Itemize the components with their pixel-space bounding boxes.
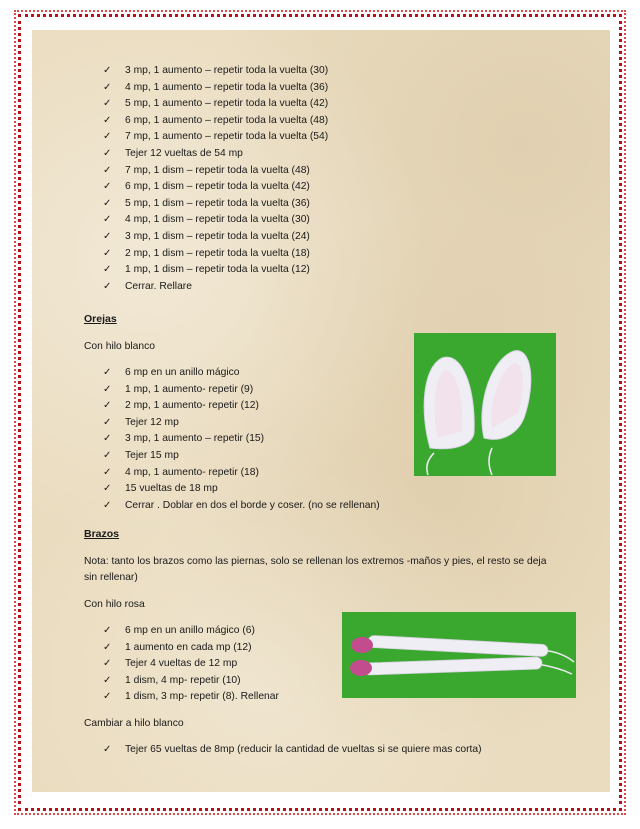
- list-item-text: 1 aumento en cada mp (12): [125, 641, 252, 653]
- list-item: [103, 179, 433, 196]
- list-item-text: 4 mp, 1 aumento- repetir (18): [125, 466, 259, 478]
- list-item: [103, 80, 433, 97]
- list-item-text: 6 mp en un anillo mágico (6): [125, 625, 255, 636]
- list-item-text: Tejer 15 mp: [125, 449, 179, 461]
- list-item-text: 5 mp, 1 aumento – repetir toda la vuelta (42): [125, 98, 329, 110]
- list-item: [103, 689, 333, 706]
- check-mark-icon: ✓: [103, 499, 112, 511]
- check-mark-icon: ✓: [103, 98, 112, 110]
- list-item: [103, 146, 433, 163]
- list-item: [103, 96, 433, 113]
- check-mark-icon: ✓: [103, 383, 112, 395]
- list-item: [103, 365, 413, 382]
- list-item-text: 2 mp, 1 aumento- repetir (12): [125, 400, 259, 412]
- list-item: [103, 448, 413, 465]
- section-heading-orejas: Orejas: [84, 313, 117, 325]
- list-item: [103, 640, 333, 657]
- list-item-text: 1 mp, 1 aumento- repetir (9): [125, 383, 254, 395]
- check-mark-icon: ✓: [103, 625, 112, 636]
- list-item-text: 4 mp, 1 dism – repetir toda la vuelta (30): [125, 214, 310, 226]
- check-mark-icon: ✓: [103, 264, 112, 276]
- ears-photo: [414, 333, 556, 476]
- list-item: [103, 498, 413, 515]
- list-item-text: Cerrar. Rellare: [125, 280, 192, 292]
- list-item-text: 1 mp, 1 dism – repetir toda la vuelta (12): [125, 264, 310, 276]
- orejas-instructions-list: [103, 365, 413, 514]
- list-item: [103, 481, 413, 498]
- list-item: [103, 623, 333, 640]
- check-mark-icon: ✓: [103, 65, 112, 76]
- check-mark-icon: ✓: [103, 147, 112, 159]
- check-mark-icon: ✓: [103, 81, 112, 93]
- brazos-final-list: [103, 742, 523, 759]
- brazos-change-color: Cambiar a hilo blanco: [84, 718, 184, 729]
- list-item: [103, 212, 433, 229]
- check-mark-icon: ✓: [103, 400, 112, 412]
- list-item-text: Tejer 12 mp: [125, 416, 179, 428]
- list-item: [103, 163, 433, 180]
- list-item-text: 3 mp, 1 aumento – repetir toda la vuelta (30): [125, 65, 329, 76]
- check-mark-icon: ✓: [103, 416, 112, 428]
- brazos-intro: Con hilo rosa: [84, 599, 145, 610]
- check-mark-icon: ✓: [103, 658, 112, 670]
- check-mark-icon: ✓: [103, 214, 112, 226]
- list-item: [103, 262, 433, 279]
- list-item-text: 6 mp, 1 aumento – repetir toda la vuelta (48): [125, 114, 329, 126]
- check-mark-icon: ✓: [103, 164, 112, 176]
- check-mark-icon: ✓: [103, 449, 112, 461]
- list-item: [103, 129, 433, 146]
- list-item: [103, 431, 413, 448]
- list-item: [103, 398, 413, 415]
- check-mark-icon: ✓: [103, 674, 112, 686]
- list-item-text: 1 dism, 4 mp- repetir (10): [125, 674, 241, 686]
- list-item: [103, 113, 433, 130]
- check-mark-icon: ✓: [103, 483, 112, 495]
- list-item: [103, 465, 413, 482]
- check-mark-icon: ✓: [103, 641, 112, 653]
- brazos-instructions-list: [103, 623, 333, 706]
- list-item: [103, 382, 413, 399]
- ears-photo-illustration: [414, 333, 556, 476]
- list-item-text: 3 mp, 1 dism – repetir toda la vuelta (24): [125, 230, 310, 242]
- check-mark-icon: ✓: [103, 744, 112, 755]
- check-mark-icon: ✓: [103, 181, 112, 193]
- list-item-text: 3 mp, 1 aumento – repetir (15): [125, 433, 265, 445]
- list-item-text: Tejer 12 vueltas de 54 mp: [125, 147, 243, 159]
- orejas-intro: Con hilo blanco: [84, 341, 155, 352]
- check-mark-icon: ✓: [103, 280, 112, 292]
- list-item-text: Tejer 65 vueltas de 8mp (reducir la cantidad de vueltas si se quiere mas corta): [125, 744, 482, 755]
- check-mark-icon: ✓: [103, 247, 112, 259]
- list-item-text: 7 mp, 1 aumento – repetir toda la vuelta (54): [125, 131, 329, 143]
- list-item-text: 2 mp, 1 dism – repetir toda la vuelta (18): [125, 247, 310, 259]
- list-item-text: 7 mp, 1 dism – repetir toda la vuelta (48): [125, 164, 310, 176]
- check-mark-icon: ✓: [103, 197, 112, 209]
- arms-photo-illustration: [342, 612, 576, 698]
- arms-photo: [342, 612, 576, 698]
- top-instructions-list: [103, 63, 433, 295]
- check-mark-icon: ✓: [103, 230, 112, 242]
- check-mark-icon: ✓: [103, 433, 112, 445]
- list-item-text: 15 vueltas de 18 mp: [125, 483, 218, 495]
- check-mark-icon: ✓: [103, 691, 112, 703]
- list-item-text: Cerrar . Doblar en dos el borde y coser. (no se rellenan): [125, 499, 380, 511]
- brazos-note: Nota: tanto los brazos como las piernas, solo se rellenan los extremos -maños y pies, el resto se deja sin rellenar): [84, 556, 547, 583]
- list-item: [103, 656, 333, 673]
- list-item: [103, 742, 523, 759]
- list-item-text: Tejer 4 vueltas de 12 mp: [125, 658, 238, 670]
- check-mark-icon: ✓: [103, 114, 112, 126]
- check-mark-icon: ✓: [103, 466, 112, 478]
- list-item-text: 4 mp, 1 aumento – repetir toda la vuelta (36): [125, 81, 329, 93]
- list-item-text: 1 dism, 3 mp- repetir (8). Rellenar: [125, 691, 279, 703]
- list-item: [103, 673, 333, 690]
- list-item: [103, 246, 433, 263]
- check-mark-icon: ✓: [103, 367, 112, 378]
- list-item-text: 5 mp, 1 dism – repetir toda la vuelta (36): [125, 197, 310, 209]
- list-item: [103, 196, 433, 213]
- list-item: [103, 63, 433, 80]
- section-heading-brazos: Brazos: [84, 528, 120, 540]
- check-mark-icon: ✓: [103, 131, 112, 143]
- list-item-text: 6 mp, 1 dism – repetir toda la vuelta (42): [125, 181, 310, 193]
- list-item: [103, 229, 433, 246]
- list-item: [103, 415, 413, 432]
- list-item-text: 6 mp en un anillo mágico: [125, 367, 240, 378]
- list-item: [103, 279, 433, 296]
